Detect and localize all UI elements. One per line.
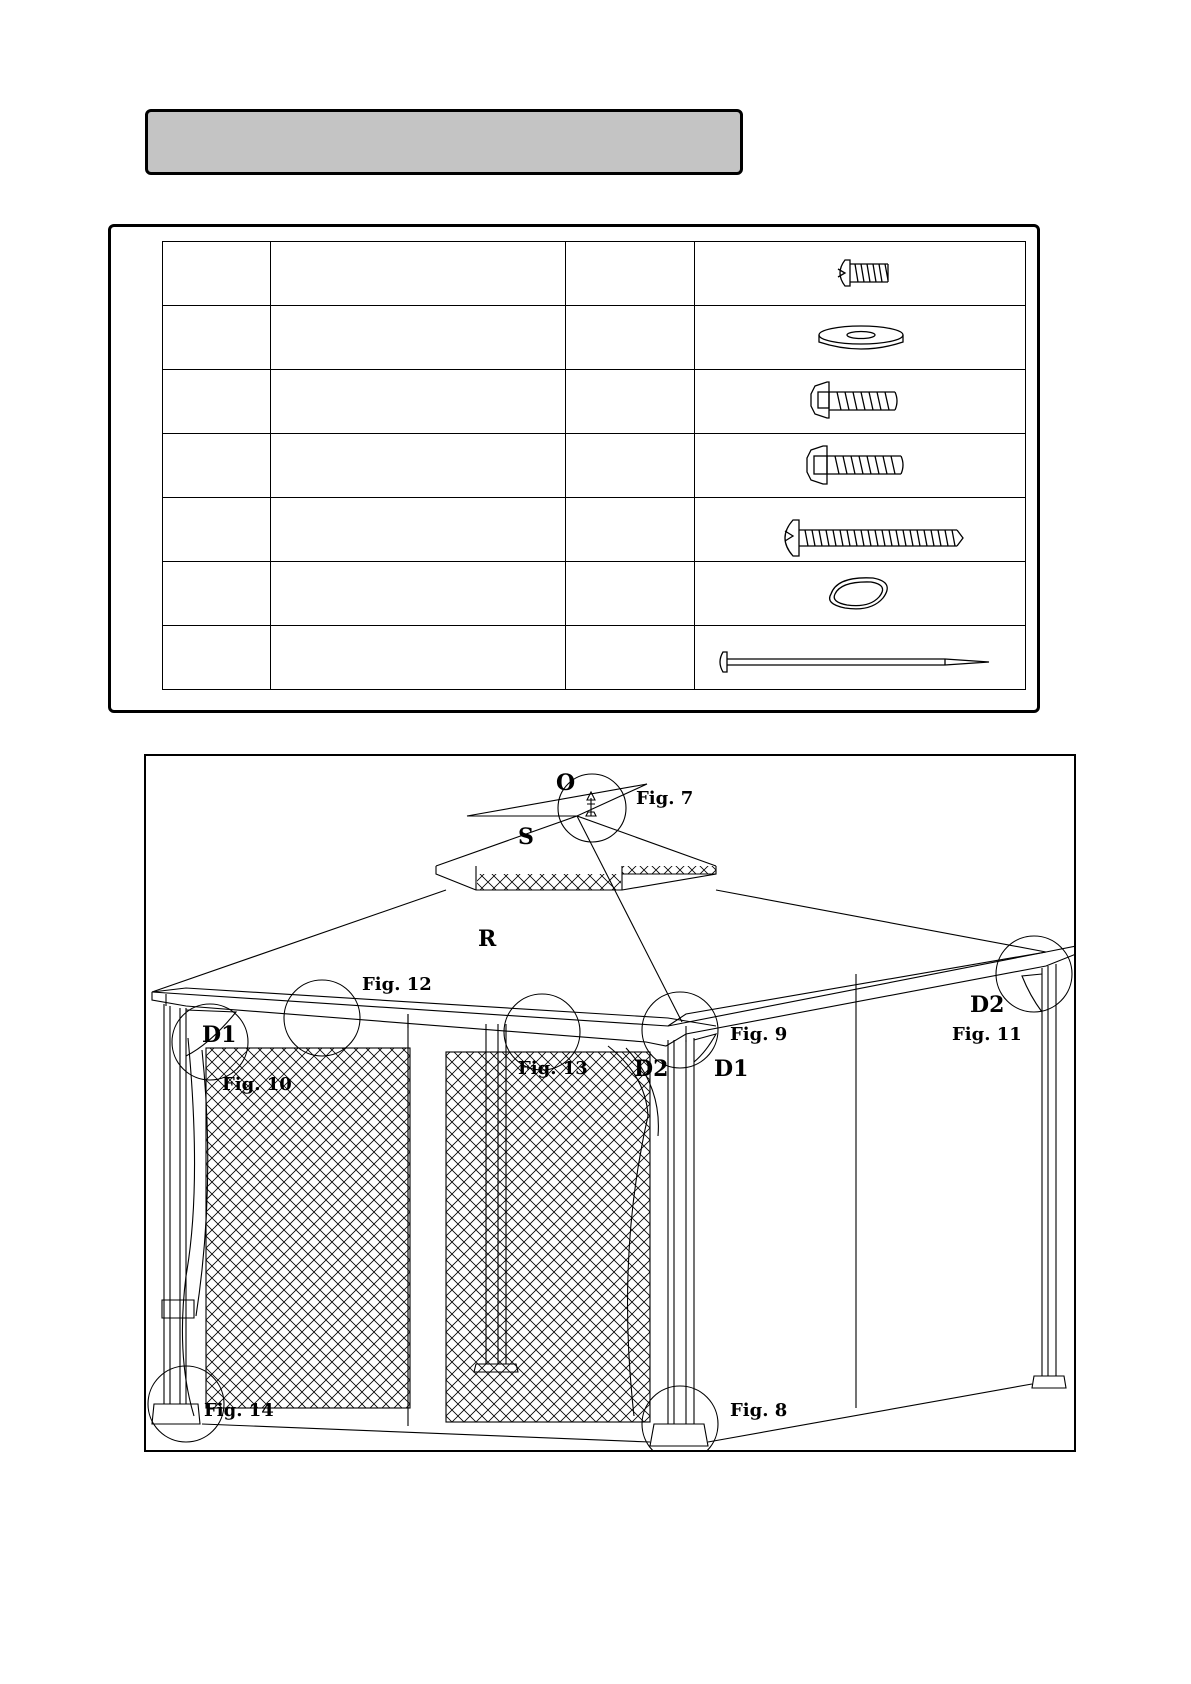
label-fig-14: Fig. 14: [204, 1400, 274, 1421]
label-fig-7: Fig. 7: [636, 788, 694, 809]
long-screw-icon: [695, 498, 1025, 561]
part-number-cell: [163, 306, 271, 370]
part-description-cell: [271, 498, 566, 562]
table-row: [163, 562, 1026, 626]
part-quantity-cell: [566, 434, 695, 498]
label-fig-9: Fig. 9: [730, 1024, 788, 1045]
label-fig-10: Fig. 10: [222, 1074, 292, 1095]
part-image-cell: [695, 562, 1026, 626]
table-row: [163, 498, 1026, 562]
part-description-cell: [271, 562, 566, 626]
part-quantity-cell: [566, 626, 695, 690]
label-part-r: R: [478, 926, 497, 952]
label-d1-left: D1: [202, 1022, 237, 1048]
label-d1-front: D1: [714, 1056, 749, 1082]
flat-washer-icon: [695, 306, 1025, 369]
section-title-bar: [145, 109, 743, 175]
part-quantity-cell: [566, 306, 695, 370]
right-post: [1042, 964, 1056, 1376]
label-fig-12: Fig. 12: [362, 974, 432, 995]
part-quantity-cell: [566, 562, 695, 626]
hex-bolt-long-icon: [695, 434, 1025, 497]
part-quantity-cell: [566, 498, 695, 562]
label-d2-right: D2: [970, 992, 1005, 1018]
part-number-cell: [163, 626, 271, 690]
part-image-cell: [695, 306, 1026, 370]
part-description-cell: [271, 370, 566, 434]
hex-bolt-short-icon: [695, 370, 1025, 433]
hardware-table: [162, 241, 1026, 690]
part-quantity-cell: [566, 370, 695, 434]
part-quantity-cell: [566, 242, 695, 306]
part-description-cell: [271, 626, 566, 690]
gazebo-illustration: [146, 756, 1074, 1450]
part-number-cell: [163, 242, 271, 306]
part-description-cell: [271, 434, 566, 498]
part-image-cell: [695, 242, 1026, 306]
part-description-cell: [271, 242, 566, 306]
label-fig-11: Fig. 11: [952, 1024, 1022, 1045]
label-fig-8: Fig. 8: [730, 1400, 788, 1421]
ground-stake-icon: [695, 626, 1025, 689]
rubber-ring-icon: [695, 562, 1025, 625]
part-image-cell: [695, 626, 1026, 690]
part-number-cell: [163, 370, 271, 434]
table-row: [163, 242, 1026, 306]
label-part-o: O: [556, 770, 576, 796]
gazebo-assembly-diagram: [144, 754, 1076, 1452]
front-corner-post: [668, 1038, 694, 1424]
label-d2-front: D2: [634, 1056, 669, 1082]
table-row: [163, 626, 1026, 690]
label-part-s: S: [518, 824, 534, 850]
part-number-cell: [163, 434, 271, 498]
table-row: [163, 434, 1026, 498]
machine-screw-icon: [695, 242, 1025, 305]
part-image-cell: [695, 434, 1026, 498]
part-number-cell: [163, 498, 271, 562]
part-description-cell: [271, 306, 566, 370]
part-image-cell: [695, 498, 1026, 562]
part-image-cell: [695, 370, 1026, 434]
part-number-cell: [163, 562, 271, 626]
label-fig-13: Fig. 13: [518, 1058, 588, 1079]
table-row: [163, 370, 1026, 434]
table-row: [163, 306, 1026, 370]
